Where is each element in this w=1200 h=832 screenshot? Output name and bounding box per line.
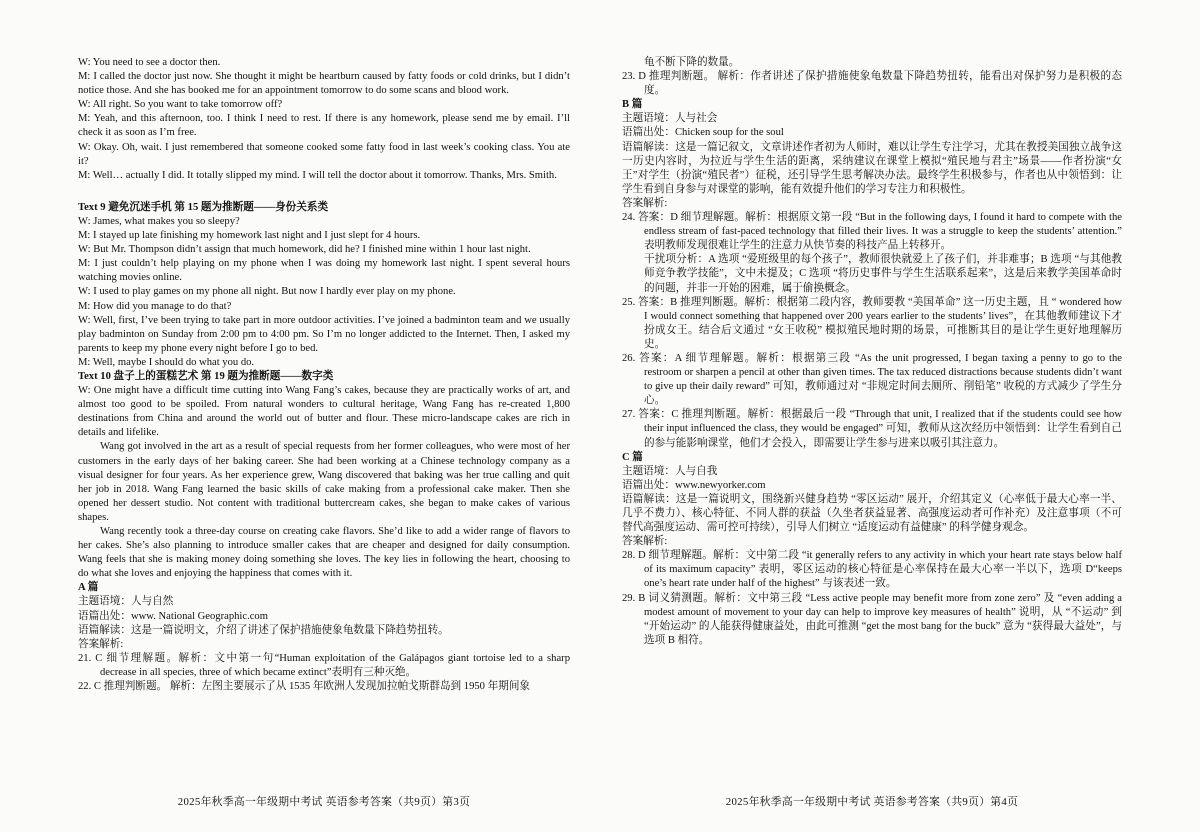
- dialogue-line: M: I called the doctor just now. She thought it might be heartburn caused by fatty foods or cold drinks, but I didn’t notice those. And she has booked me for an appointment tomorrow to do some scans and blood work.: [78, 71, 570, 97]
- section-b-heading: B 篇: [622, 99, 643, 111]
- answer-22: 22. C 推理判断题。 解析：左图主要展示了从 1535 年欧洲人发现加拉帕戈斯群岛到 1950 年期间象: [78, 681, 531, 693]
- text10-title: Text 10 盘子上的蛋糕艺术 第 19 题为推断题——数字类: [78, 370, 334, 382]
- answer-28: 28. D 细节理解题。解析：文中第二段 “it generally refers to any activity in which your heart rate stays below half of its maximum capacity” 表明，零区运动的核心特征是心率保持在最大心率一半以下，选项 D“keeps one’s heart rate under half of the highest” 与该表述一致。: [622, 550, 1122, 590]
- section-source: 语篇出处：Chicken soup for the soul: [622, 127, 784, 139]
- section-summary: 语篇解读：这是一篇说明文，介绍了讲述了保护措施使象龟数量下降趋势扭转。: [78, 624, 449, 636]
- dialogue-line: M: Well, maybe I should do what you do.: [78, 356, 255, 368]
- right-column: [622, 56, 1122, 648]
- section-summary: 语篇解读：这是一篇记叙文，文章讲述作者初为人师时，难以让学生专注学习，尤其在教授美国独立战争这一历史内容时，为拉近与学生生活的距离，采纳建议在课堂上模拟“殖民地与君主”场景——作者扮演“女王”对学生（扮演“殖民者”）征税，还引导学生思考解决办法。最终学生积极参与，作者也从中领悟到：让学生看到自身参与对课堂的影响，能有效提升他们的学习专注力和积极性。: [622, 141, 1122, 195]
- left-column: [78, 56, 570, 694]
- dialogue-line: M: I just couldn’t help playing on my phone when I was doing my homework last night. I spent several hours watching movies online.: [78, 258, 570, 284]
- answers-label: 答案解析:: [622, 197, 668, 209]
- answer-27: 27. 答案：C 推理判断题。解析：根据最后一段 “Through that unit, I realized that if the students could see how their input influenced the class, they would be engaged” 可知，教师从这次经历中领悟到：让学生看到自己的参与能影响课堂，他们才会投入，即需要让学生参与进来以吸引其注意力。: [622, 409, 1122, 449]
- answer-24: 24. 答案：D 细节理解题。解析：根据原文第一段 “But in the following days, I found it hard to compete with the endless stream of fast-paced technology that filled their lives. It was a struggle to keep the students’ attention.” 表明教师发现很难让学生的注意力从快节奏的科技产品上转移开。: [622, 212, 1122, 252]
- page-footer: 2025年秋季高一年级期中考试 英语参考答案（共9页）第4页: [725, 796, 1019, 808]
- dialogue-line: W: James, what makes you so sleepy?: [78, 215, 240, 227]
- answer-23: 23. D 推理判断题。 解析：作者讲述了保护措施使象龟数量下降趋势扭转，能看出对保护努力是积极的态度。: [622, 71, 1122, 97]
- dialogue-line: W: I used to play games on my phone all night. But now I hardly ever play on my phone.: [78, 286, 456, 298]
- section-theme: 主题语境：人与自然: [78, 596, 174, 608]
- text9-title: Text 9 避免沉迷手机 第 15 题为推断题——身份关系类: [78, 201, 329, 213]
- answer-24-distractors: 干扰项分析：A 选项 “爱班级里的每个孩子”，教师很快就爱上了孩子们，并非难事；B 选项 “与其他教师竞争教学技能”，文中未提及；C 选项 “将历史事件与学生生活联系起来”，这是后来教学美国革命时的问题，并非一开始的困难，属于偷换概念。: [644, 254, 1122, 294]
- dialogue-line: W: All right. So you want to take tomorrow off?: [78, 99, 283, 111]
- page-footer: 2025年秋季高一年级期中考试 英语参考答案（共9页）第3页: [177, 796, 471, 808]
- dialogue-line: W: You need to see a doctor then.: [78, 57, 221, 68]
- dialogue-line: W: But Mr. Thompson didn’t assign that much homework, did he? I finished mine within 1 hour last night.: [78, 244, 531, 256]
- section-summary: 语篇解读：这是一篇说明文，围绕新兴健身趋势 “零区运动” 展开，介绍其定义（心率低于最大心率一半、几乎不费力）、核心特征、不同人群的获益（久坐者获益显著、高强度运动者可作补充）及注意事项（不可替代高强度运动、需可控可持续），引导人们树立 “适度运动有益健康” 的科学健身观念。: [622, 493, 1122, 534]
- section-theme: 主题语境：人与自我: [622, 465, 718, 477]
- section-source: 语篇出处：www. National Geographic.com: [78, 610, 268, 622]
- answer-29: 29. B 词义猜测题。解析：文中第三段 “Less active people may benefit more from zone zero” 及 “even adding a modest amount of movement to your day can help to improve key measures of health” 说明，从 “不运动” 到 “开始运动” 的人能获得健康益处，由此可推测 “get the most bang for the buck” 意为 “获得最大益处”，与选项 B 相符。: [622, 592, 1122, 646]
- section-source: 语篇出处：www.newyorker.com: [622, 479, 766, 491]
- answer-26: 26. 答案：A 细节理解题。解析：根据第三段 “As the unit progressed, I began taxing a penny to go to the restroom or sharpen a pencil at other than given times. The tax reduced distractions because students didn’t want to give up their daily reward” 可知，教师通过对 “非规定时间去厕所、削铅笔” 收税的方式减少了学生分心。: [622, 352, 1122, 407]
- answers-label: 答案解析:: [622, 536, 668, 548]
- dialogue-line: M: How did you manage to do that?: [78, 300, 232, 312]
- right-page: [622, 0, 1122, 832]
- dialogue-line: M: Yeah, and this afternoon, too. I think I need to rest. If there is any homework, please send me by email. I’ll check it as soon as I’m free.: [78, 113, 570, 139]
- answer-21: 21. C 细节理解题。解析：文中第一句“Human exploitation of the Galápagos giant tortoise led to a sharp decrease in all species, three of which became extinct”表明有三种灭绝。: [78, 652, 570, 678]
- paragraph: Wang recently took a three-day course on creating cake flavors. She’d like to add a wider range of flavors to her cakes. She’s also planning to introduce smaller cakes that are cheaper and designed for daily consumption. Wang feels that she is making money doing something she loves. The key lies in following the heart, choosing to do what she loves and enjoying the happiness that comes with it.: [78, 526, 570, 580]
- left-page: [78, 0, 570, 832]
- dialogue-line: W: Well, first, I’ve been trying to take part in more outdoor activities. I’ve joined a badminton team and we usually play badminton on Sunday from 2:00 pm to 4:00 pm. So I’m no longer addicted to the Internet. Then, I asked my parents to keep my phone every night before I go to bed.: [78, 314, 570, 354]
- section-c-heading: C 篇: [622, 451, 643, 463]
- answers-label: 答案解析:: [78, 638, 124, 650]
- dialogue-line: W: One might have a difficult time cutting into Wang Fang’s cakes, because they are practically works of art, and almost too good to be spoiled. From natural wonders to cultural heritage, Wang Fang has re-created 1,800 destinations from China and around the world out of butter and flour. These micro-landscape cakes are rich in details and lifelike.: [78, 385, 570, 439]
- answer-22-continued: 龟不断下降的数量。: [644, 57, 740, 68]
- section-theme: 主题语境：人与社会: [622, 113, 718, 125]
- dialogue-line: M: I stayed up late finishing my homework last night and I just slept for 4 hours.: [78, 230, 421, 242]
- dialogue-line: W: Okay. Oh, wait. I just remembered that someone cooked some fatty food in last week’s cooking class. You ate it?: [78, 141, 570, 167]
- dialogue-line: M: Well… actually I did. It totally slipped my mind. I will tell the doctor about it tomorrow. Thanks, Mrs. Smith.: [78, 169, 557, 181]
- paragraph: Wang got involved in the art as a result of special requests from her former colleagues, who were most of her customers in the early days of her baking career. She had been working at a Chinese technology company as a visual designer for four years. As her experience grew, Wang discovered that baking was her true calling and quit her job in 2018. Wang Fang learned the basic skills of cake making from a professional cake maker. Then she opened her dessert studio. Not content with traditional buttercream cakes, she began to make cakes of various shapes.: [78, 441, 570, 523]
- section-a-heading: A 篇: [78, 582, 99, 594]
- answer-25: 25. 答案：B 推理判断题。解析：根据第二段内容，教师要教 “美国革命” 这一历史主题，且 “ wondered how I would connect something that happened over 200 years earlier to the students’ lives”，在其他教师建议下才扮成女王。结合后文通过 “女王收税” 模拟殖民地时期的场景，可推断其目的是让学生更好地理解历史。: [622, 296, 1122, 350]
